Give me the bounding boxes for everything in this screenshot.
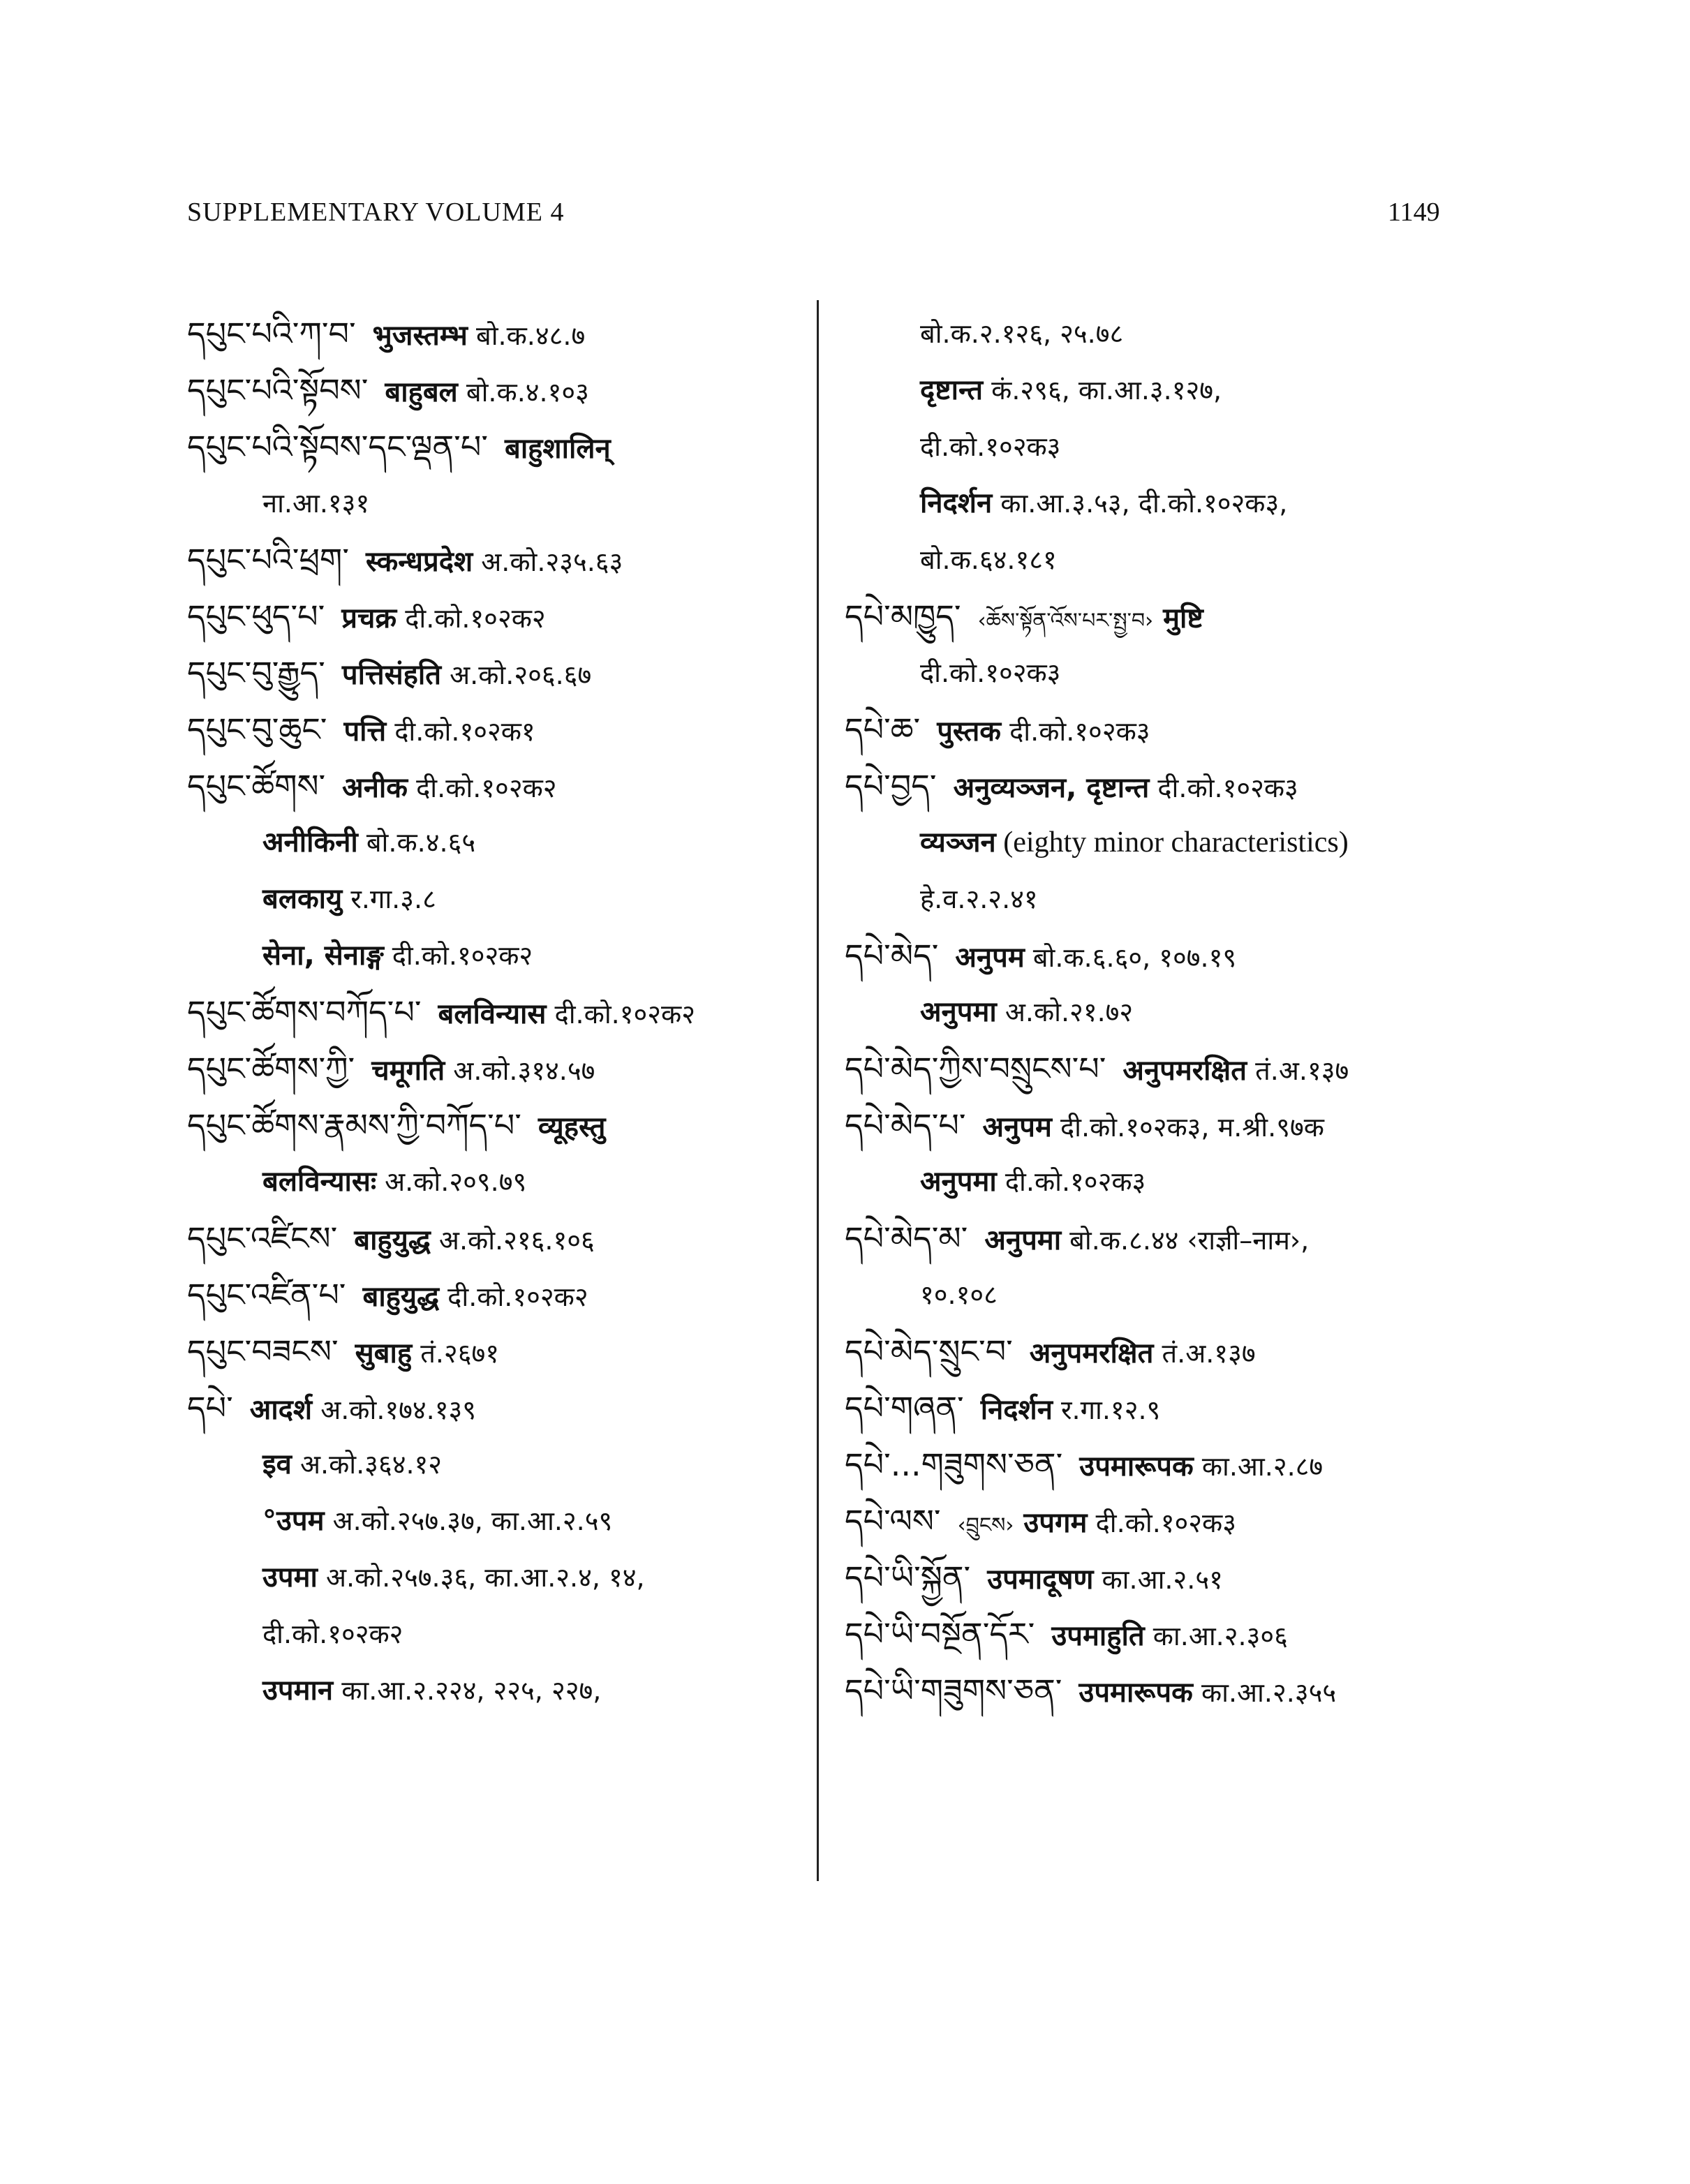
sanskrit-equivalent: अनुपमरक्षित — [1029, 1337, 1154, 1369]
tibetan-headword: དཔེ་མེད་ — [845, 937, 939, 974]
sanskrit-equivalent: चमूगति — [371, 1055, 445, 1087]
dictionary-entry — [187, 419, 808, 475]
sanskrit-equivalent: बाहुयुद्ध — [362, 1281, 440, 1313]
entry-continuation-line — [845, 815, 1459, 871]
dictionary-entry — [187, 588, 808, 645]
dictionary-entry — [187, 758, 808, 815]
source-reference: दी.को.१०२क३ — [1149, 773, 1298, 803]
sanskrit-equivalent: प्रचक्र — [341, 602, 397, 634]
tibetan-headword: དཔུང་ཕུད་པ་ — [187, 597, 325, 635]
sanskrit-equivalent: अनीक — [342, 772, 408, 804]
entry-continuation-line — [845, 1267, 1459, 1323]
tibetan-headword: དཔེ་མཁྱུད་ — [845, 597, 961, 635]
source-reference: दी.को.१०२क१ — [386, 716, 535, 747]
sanskrit-equivalent: अनुपमा — [920, 1166, 997, 1198]
source-reference: का.आ.२.८७ — [1193, 1451, 1324, 1482]
sanskrit-equivalent: अनुपमरक्षित — [1122, 1055, 1247, 1087]
source-reference: बो.क.८.४४ ‹राज्ञी–नाम›, — [1061, 1225, 1310, 1256]
entry-continuation-line — [845, 475, 1459, 532]
tibetan-headword: དཔེ་མེད་མ་ — [845, 1219, 968, 1257]
source-reference: बो.क.६.६०, १०७.१९ — [1024, 942, 1237, 973]
tibetan-headword: དཔུང་པའི་ཀ་བ་ — [187, 315, 356, 352]
english-gloss: (eighty minor characteristics) — [995, 826, 1349, 859]
sanskrit-equivalent: बलकायु — [262, 883, 343, 915]
tibetan-headword: དཔེ་ཡི་གཟུགས་ཅན་ — [845, 1672, 1062, 1709]
dictionary-entry — [845, 758, 1459, 815]
source-reference: दी.को.१०२क३ — [920, 658, 1061, 688]
entry-continuation-line — [845, 871, 1459, 928]
page-number: 1149 — [1388, 198, 1440, 227]
source-reference: तं.अ.१३७ — [1247, 1055, 1349, 1086]
entry-continuation-line — [845, 984, 1459, 1041]
tibetan-headword: དཔུང་བཟངས་ — [187, 1332, 339, 1370]
entry-continuation-line — [187, 815, 808, 871]
running-head: SUPPLEMENTARY VOLUME 4 — [187, 198, 565, 227]
dictionary-entry — [187, 1380, 808, 1436]
dictionary-entry — [187, 1267, 808, 1323]
tibetan-headword: དཔེ་ཡི་བསྔོན་དོར་ — [845, 1615, 1035, 1653]
sanskrit-equivalent: अनुपम — [982, 1111, 1052, 1143]
sanskrit-equivalent: सेना, सेनाङ्ग — [262, 939, 384, 972]
dictionary-entry — [845, 1210, 1459, 1267]
sanskrit-equivalent: अनुपमा — [984, 1224, 1062, 1256]
sanskrit-equivalent: इव — [262, 1448, 292, 1480]
sanskrit-equivalent: पत्तिसंहति — [341, 659, 442, 691]
tibetan-headword: དཔེ་ — [187, 1389, 233, 1427]
source-reference: र.गा.१२.९ — [1052, 1395, 1161, 1425]
source-reference: दी.को.१०२क३ — [1001, 716, 1150, 747]
entry-continuation-line — [187, 1663, 808, 1719]
left-column — [187, 306, 808, 1719]
sanskrit-equivalent: दृष्टान्त — [920, 374, 984, 406]
source-reference: बो.क.४८.७ — [467, 320, 586, 351]
tibetan-headword: དཔེ་མེད་པ་ — [845, 1106, 966, 1144]
dictionary-entry — [187, 1210, 808, 1267]
source-reference: दी.को.१०२क२ — [546, 999, 695, 1030]
source-reference: तं.२६७१ — [412, 1338, 499, 1369]
source-reference: दी.को.१०२क३, म.श्री.९७क — [1051, 1112, 1324, 1143]
dictionary-entry — [187, 1041, 808, 1097]
source-reference: तं.अ.१३७ — [1153, 1338, 1256, 1369]
dictionary-entry — [187, 701, 808, 758]
dictionary-entry — [845, 1436, 1459, 1493]
source-reference: अ.को.२३५.६३ — [473, 547, 623, 577]
tibetan-headword: དཔུང་ཚོགས་རྣམས་ཀྱི་བཀོད་པ་ — [187, 1106, 521, 1144]
entry-continuation-line — [187, 1550, 808, 1606]
source-reference: का.आ.२.३०६ — [1144, 1621, 1288, 1651]
tibetan-headword: དཔེ་མེད་སྲུང་བ་ — [845, 1332, 1013, 1370]
source-reference: अ.को.१७४.१३९ — [312, 1395, 477, 1425]
source-reference: दी.को.१०२क३ — [1087, 1508, 1236, 1538]
entry-continuation-line — [187, 871, 808, 928]
sanskrit-equivalent: मुष्टि — [1163, 602, 1203, 634]
entry-continuation-line — [845, 419, 1459, 475]
dictionary-entry — [845, 1097, 1459, 1154]
sanskrit-equivalent: भुजस्तम्भ — [372, 320, 468, 352]
source-reference: का.आ.२.५१ — [1093, 1564, 1223, 1595]
source-reference: दी.को.१०२क२ — [383, 940, 533, 971]
dictionary-entry — [187, 1097, 808, 1154]
sanskrit-equivalent: उपमारूपक — [1079, 1450, 1194, 1483]
source-reference: कं.२९६, का.आ.३.१२७, — [983, 375, 1222, 406]
tibetan-headword: དཔུང་འཛིངས་ — [187, 1219, 338, 1257]
sanskrit-equivalent: व्यञ्जन — [920, 826, 996, 859]
sanskrit-equivalent: अनुव्यञ्जन, दृष्टान्त — [953, 772, 1150, 804]
sanskrit-equivalent: उपगम — [1023, 1507, 1088, 1539]
source-reference: अ.को.२०६.६७ — [441, 660, 592, 690]
source-reference: अ.को.२५७.३६, का.आ.२.४, १४, — [317, 1562, 645, 1593]
tibetan-headword: དཔེ་ཡི་སྐྱོན་ — [845, 1559, 971, 1596]
tibetan-headword: དཔེ་བྱད་ — [845, 767, 937, 805]
dictionary-entry — [845, 1663, 1459, 1719]
tibetan-headword: དཔེ་མེད་ཀྱིས་བསྲུངས་པ་ — [845, 1050, 1106, 1087]
sanskrit-equivalent: निदर्शन — [920, 487, 993, 519]
column-divider — [817, 300, 819, 1881]
source-reference: का.आ.२.३५५ — [1192, 1677, 1337, 1708]
sanskrit-equivalent: बाहुयुद्ध — [354, 1224, 431, 1256]
source-reference: दी.को.१०२क२ — [396, 603, 546, 634]
tibetan-headword: དཔེ་ཆ་ — [845, 711, 921, 748]
source-reference: अ.को.३१४.५७ — [445, 1055, 595, 1086]
entry-continuation-line — [187, 1154, 808, 1210]
tibetan-headword: དཔེ་...གཟུགས་ཅན་ — [845, 1446, 1063, 1483]
entry-continuation-line — [845, 362, 1459, 419]
sanskrit-equivalent: व्यूहस्तु — [538, 1111, 606, 1143]
dictionary-entry — [845, 1493, 1459, 1550]
sanskrit-equivalent: बलविन्यासः — [262, 1166, 377, 1198]
sanskrit-equivalent: स्कन्धप्रदेश — [365, 546, 473, 578]
dictionary-entry — [845, 1550, 1459, 1606]
dictionary-entry — [845, 588, 1459, 645]
sanskrit-equivalent: बलविन्यास — [438, 998, 547, 1030]
source-reference: अ.को.३६४.१२ — [291, 1449, 443, 1480]
source-reference: का.आ.३.५३, दी.को.१०२क३, — [992, 488, 1288, 519]
dictionary-entry — [845, 928, 1459, 984]
sanskrit-equivalent: उपमादूषण — [987, 1563, 1094, 1596]
tibetan-headword: དཔུང་པའི་ཕྲག་ — [187, 541, 349, 579]
source-reference: अ.को.२०९.७९ — [376, 1166, 527, 1197]
entry-continuation-line — [187, 928, 808, 984]
right-column — [845, 306, 1459, 1719]
tibetan-headword: དཔུང་འཛིན་པ་ — [187, 1276, 346, 1314]
source-reference: १०.१०८ — [920, 1279, 998, 1310]
entry-continuation-line — [187, 475, 808, 532]
sanskrit-equivalent: अनुपमा — [920, 996, 997, 1028]
sanskrit-equivalent: निदर्शन — [980, 1394, 1053, 1426]
tibetan-headword: དཔུང་པའི་སྟོབས་དང་ལྡན་པ་ — [187, 428, 488, 466]
source-reference: बो.क.६४.१८१ — [920, 544, 1057, 575]
dictionary-entry — [845, 1323, 1459, 1380]
source-reference: दी.को.१०२क३ — [920, 431, 1061, 462]
tibetan-headword: དཔུང་ཚོགས་ — [187, 767, 326, 805]
dictionary-entry — [187, 1323, 808, 1380]
dictionary-entry — [187, 984, 808, 1041]
tibetan-headword: དཔེ་གཞན་ — [845, 1389, 964, 1427]
source-reference: अ.को.२१६.१०६ — [430, 1225, 595, 1256]
source-reference: दी.को.१०२क२ — [262, 1619, 403, 1649]
dictionary-entry — [845, 1380, 1459, 1436]
source-reference: हे.व.२.२.४१ — [920, 884, 1038, 914]
tibetan-headword: དཔུང་བུ་ཆུང་ — [187, 711, 327, 748]
dictionary-entry — [845, 1041, 1459, 1097]
tibetan-note: ‹ཆོས་སྟོན་འོས་པར་སྤྱ་བ› — [977, 609, 1154, 633]
sanskrit-equivalent: अनीकिनी — [262, 826, 358, 859]
source-reference: दी.को.१०२क३ — [996, 1166, 1146, 1197]
tibetan-headword: དཔུང་བུ་རྒྱུད་ — [187, 654, 325, 692]
sanskrit-equivalent: पुस्तक — [937, 715, 1002, 748]
dictionary-entry — [187, 362, 808, 419]
sanskrit-equivalent: उपमा — [262, 1561, 318, 1594]
entry-continuation-line — [187, 1436, 808, 1493]
dictionary-entry — [187, 645, 808, 701]
sanskrit-equivalent: °उपम — [262, 1505, 325, 1537]
entry-continuation-line — [845, 532, 1459, 588]
dictionary-entry — [845, 701, 1459, 758]
tibetan-headword: དཔུང་ཚོགས་བཀོད་པ་ — [187, 993, 422, 1031]
entry-continuation-line — [845, 306, 1459, 362]
tibetan-headword: དཔེ་ལས་ — [845, 1502, 941, 1540]
source-reference: का.आ.२.२२४, २२५, २२७, — [333, 1675, 602, 1706]
dictionary-entry — [187, 532, 808, 588]
tibetan-headword: དཔུང་ཚོགས་ཀྱི་ — [187, 1050, 355, 1087]
sanskrit-equivalent: बाहुशालिन् — [504, 433, 611, 465]
sanskrit-equivalent: आदर्श — [249, 1394, 313, 1426]
sanskrit-equivalent: अनुपम — [955, 942, 1025, 974]
source-reference: बो.क.४.१०३ — [457, 377, 589, 408]
source-reference: अ.को.२१.७२ — [996, 997, 1134, 1027]
source-reference: दी.को.१०२क२ — [439, 1282, 588, 1312]
tibetan-headword: དཔུང་པའི་སྟོབས་ — [187, 371, 369, 409]
dictionary-entry — [845, 1606, 1459, 1663]
source-reference: ना.आ.१३१ — [262, 488, 370, 519]
source-reference: अ.को.२५७.३७, का.आ.२.५९ — [324, 1506, 613, 1536]
sanskrit-equivalent: उपमान — [262, 1674, 334, 1707]
tibetan-note: ‹བྲུངས› — [957, 1513, 1014, 1538]
sanskrit-equivalent: पत्ति — [343, 715, 387, 748]
dictionary-entry — [187, 306, 808, 362]
sanskrit-equivalent: उपमाहुति — [1051, 1620, 1145, 1652]
source-reference: दी.को.१०२क२ — [408, 773, 557, 803]
sanskrit-equivalent: सुबाहु — [355, 1337, 413, 1369]
source-reference: र.गा.३.८ — [342, 884, 436, 914]
entry-continuation-line — [187, 1493, 808, 1550]
entry-continuation-line — [845, 645, 1459, 701]
source-reference: बो.क.२.१२६, २५.७८ — [920, 318, 1124, 349]
entry-continuation-line — [845, 1154, 1459, 1210]
sanskrit-equivalent: उपमारूपक — [1079, 1677, 1193, 1709]
entry-continuation-line — [187, 1606, 808, 1663]
source-reference: बो.क.४.६५ — [357, 827, 476, 858]
sanskrit-equivalent: बाहुबल — [385, 376, 458, 408]
